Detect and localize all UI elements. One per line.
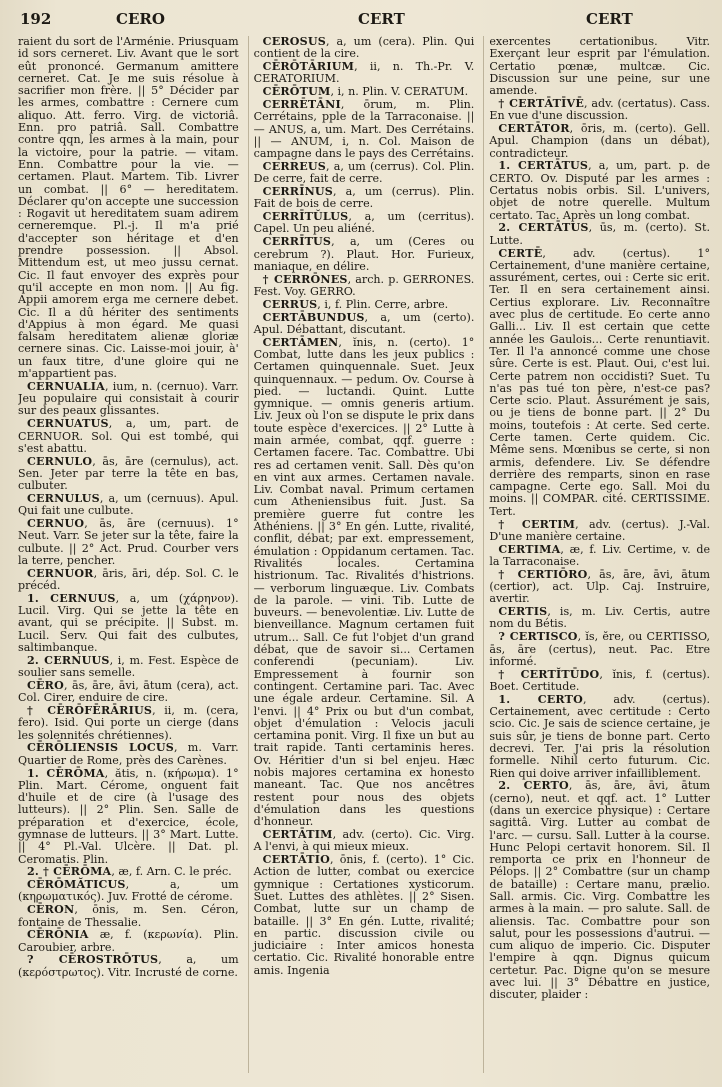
dictionary-entry: ? CERTISCO, ĭs, ĕre, ou CERTISSO, ās, āre (certus), neut. Pac. Etre informé. <box>489 630 711 668</box>
guide-word-center: CERT <box>358 10 405 28</box>
dictionary-entry: CERNUO, ās, āre (cernuus). 1° Neut. Varr. Se jeter sur la tête, faire la culbute. || 2° Act. Prud. Courber vers la terre, pencher. <box>18 517 239 567</box>
headword: CERNUO <box>27 517 85 531</box>
headword: ? CERTISCO <box>498 630 578 644</box>
headword: † CERTIM <box>498 517 576 531</box>
headword: † CERTĀTĪVĒ <box>498 96 584 110</box>
headword: CĒRON <box>27 903 75 917</box>
dictionary-entry: CERREUS, a, um (cerrus). Col. Plin. De cerre, fait de cerre. <box>253 159 475 186</box>
dictionary-entry: † CERTĀTĪVĒ, adv. (certatus). Cass. En vue d'une discussion. <box>489 96 711 123</box>
dictionary-entry: CERRUS, i, f. Plin. Cerre, arbre. <box>262 297 449 311</box>
headword: 2. † CĒRŌMA <box>27 865 112 879</box>
headword: CERNUALIA <box>27 379 105 393</box>
headword: CĒRŌTUM <box>262 85 331 99</box>
dictionary-entry: CERRĒTĀNI, ōrum, m. Plin. Cerrétains, pple de la Tarraconaise. || — ANUS, a, um. Mart. Des Cerrétains. || — ANUM, i, n. Col. Maison de campagne dans le pays des Cerrétains. <box>253 97 475 161</box>
headword: CERNULUS <box>27 491 100 505</box>
headword: 1. CERTO <box>498 692 583 706</box>
guide-word-left: CERO <box>116 10 165 28</box>
dictionary-entry: CĒRŌNIA æ, f. (κερωνία). Plin. Caroubier, arbre. <box>18 928 239 954</box>
dictionary-entry: 1. CERTO, adv. (certus). Certainement, avec certitude : Certo scio. Cic. Je sais de science certaine, je suis sûr, je tiens de bonne part. Certo decrevi. Ter. J'ai pris la résolution formelle. Nihil certo futurum. Cic. Rien qui doive arriver infailliblement. <box>489 692 711 780</box>
headword: † CERTĬTŪDO <box>498 667 600 681</box>
headword: CERTĀTIO <box>262 853 330 867</box>
dictionary-entry: CERTIS, is, m. Liv. Certis, autre nom du Bétis. <box>489 605 711 631</box>
headword: CERTĀBUNDUS <box>262 310 365 324</box>
headword: CERRĪTUS <box>262 235 332 249</box>
dictionary-entry: † CERTIM, adv. (certus). J.-Val. D'une manière certaine. <box>489 517 711 543</box>
headword: 2. CERTĀTUS <box>498 221 589 235</box>
headword: CERRĪTŬLUS <box>262 210 349 224</box>
column-middle <box>248 36 475 1073</box>
dictionary-entry: CĒRŌTĀRIUM, ii, n. Th.-Pr. V. CERATORIUM. <box>253 60 475 86</box>
headword: 1. CERTĀTUS <box>498 159 589 173</box>
headword: 2. CERTO <box>498 779 569 793</box>
headword: CERTĀTOR <box>498 122 570 136</box>
dictionary-entry: CERRĪNUS, a, um (cerrus). Plin. Fait de bois de cerre. <box>253 185 475 211</box>
dictionary-entry: 2. CERNUUS, i, m. Fest. Espèce de soulier sans semelle. <box>18 653 239 680</box>
dictionary-entry: CERNUALIA, ium, n. (cernuo). Varr. Jeu populaire qui consistait à courir sur des peaux glissantes. <box>18 379 239 418</box>
dictionary-entry: † CERRŌNES, arch. p. GERRONES. Fest. Voy. GERRO. <box>253 272 475 298</box>
dictionary-entry: CĒRŌSUS, a, um (cera). Plin. Qui contient de la cire. <box>253 36 475 61</box>
text-columns <box>18 36 710 1073</box>
dictionary-entry: 2. CERTO, ās, āre, āvi, ātum (cerno), neut. et qqf. act. 1° Lutter (dans un exercice physique) : Certare sagittâ. Virg. Lutter au combat de l'arc. — cursu. Sall. Lutter à la course. Hunc Pelopi certavit honorem. Sil. Il remporta ce prix en l'honneur de Pélops. || 2° Combattre (sur un champ de bataille) : Certare manu, prælio. Sall. armis. Cic. Virg. Combattre les armes à la main. — pro salute. Sall. de aliensis. Tac. Combattre pour son salut, pour les possessions d'autrui. — cum aliquo de imperio. Cic. Disputer l'empire à qqn. Dignus quicum certetur. Pac. Digne qu'on se mesure avec lui. || 3° Débattre en justice, discuter, plaider : <box>489 779 711 1002</box>
dictionary-entry: CĒRŌMĂTICUS, a, um (κηρωματικός). Juv. Frotté de cérome. <box>18 878 239 904</box>
headword: CERRĒTĀNI <box>262 97 341 111</box>
dictionary-entry: CERTĀBUNDUS, a, um (certo). Apul. Débattant, discutant. <box>253 310 475 336</box>
dictionary-entry: exercentes certationibus. Vitr. Exerçant leur esprit par l'émulation. Certatio pœnæ, multcæ. Cic. Discussion sur une peine, sur une amende. <box>489 36 711 98</box>
dictionary-entry: CERRĪTŬLUS, a, um (cerritus). Capel. Un peu aliéné. <box>253 210 475 236</box>
dictionary-entry: CERTĀMEN, ĭnis, n. (certo). 1° Combat, lutte dans les jeux publics : Certamen quinquennale. Suet. Jeux quinquennaux. — pedum. Ov. Course à pied. — luctandi. Quint. Lutte gymnique. — omnis generis artium. Liv. Jeux où l'on se dispute le prix dans toute espèce d'exercices. || 2° Lutte à main armée, combat, qqf. guerre : Certamen facere. Tac. Combattre. Ubi res ad certamen venit. Sall. Dès qu'on en vint aux armes. Certamen navale. Liv. Combat naval. Primum certamen cum Atheniensibus fuit. Just. Sa première guerre fut contre les Athéniens. || 3° En gén. Lutte, rivalité, conflit, débat; par ext. empressement, émulation : Oppidanum certamen. Tac. Rivalités locales. Certamina histrionum. Tac. Rivalités d'histrions. — verborum linguæque. Liv. Combats de la parole. — vini. Tib. Lutte de buveurs. — benevolentiæ. Liv. Lutte de bienveillance. Magnum certamen fuit utrum... Sall. Ce fut l'objet d'un grand débat, que de savoir si... Certamen conferendi (pecuniam). Liv. Empressement à fournir son contingent. Certamine pari. Tac. Avec une égale ardeur. Certamine. Sil. A l'envi. || 4° Prix ou but d'un combat, objet d'émulation : Velocis jaculi certamina ponit. Virg. Il fixe un but au trait rapide. Tanti certaminis heres. Ov. Héritier d'un si bel enjeu. Hæc nobis majores certamina ex honesto maneant. Tac. Que nos ancêtres restent pour nous des objets d'émulation dans les questions d'honneur. <box>253 335 475 829</box>
dictionary-entry: CERTIMA, æ, f. Liv. Certime, v. de la Tarraconaise. <box>489 542 711 568</box>
headword: CERNUATUS <box>27 417 109 431</box>
dictionary-entry: CĒRON, ōnis, m. Sen. Céron, fontaine de Thessalie. <box>18 903 239 929</box>
guide-word-right: CERT <box>586 10 633 28</box>
dictionary-entry: CERNUATUS, a, um, part. de CERNUOR. Sol. Qui est tombé, qui s'est abattu. <box>18 417 239 455</box>
headword: CERRĪNUS <box>262 185 334 199</box>
page-header <box>20 10 708 34</box>
headword: CĒRŌSUS <box>262 36 326 48</box>
headword: CĒRO <box>27 678 64 692</box>
page-number: 192 <box>20 10 52 28</box>
headword: CĒRŌTĀRIUM <box>262 60 355 74</box>
headword: CERRUS <box>262 297 318 311</box>
headword: 1. CĒRŌMA <box>27 766 105 780</box>
dictionary-entry: CĒRŌLIENSIS LOCUS, m. Varr. Quartier de Rome, près des Carènes. <box>18 741 239 767</box>
headword: CERNUOR <box>27 566 94 580</box>
headword: CĒRŌLIENSIS LOCUS <box>27 741 174 755</box>
headword: CERTĀTIM <box>262 828 333 841</box>
headword: 1. CERNUUS <box>27 591 116 605</box>
dictionary-entry: 2. CERTĀTUS, ūs, m. (certo). St. Lutte. <box>489 221 711 247</box>
headword: † CERTIŌRO <box>498 567 588 581</box>
headword: CERTIMA <box>498 542 561 556</box>
dictionary-entry: CERNUOR, āris, āri, dép. Sol. C. le précéd. <box>18 566 239 593</box>
dictionary-entry: 1. CERTĀTUS, a, um, part. p. de CERTO. Ov. Disputé par les armes : Certatus nobis orbis. Sil. L'univers, objet de notre querelle. Multum certato. Tac. Après un long combat. <box>489 159 711 222</box>
dictionary-entry: CERTĀTIO, ōnis, f. (certo). 1° Cic. Action de lutter, combat ou exercice gymnique : Certationes xysticorum. Suet. Luttes des athlètes. || 2° Sisen. Combat, lutte sur un champ de bataille. || 3° En gén. Lutte, rivalité; en partic. discussion civile ou judiciaire : Inter amicos honesta certatio. Cic. Rivalité honorable entre amis. Ingenia <box>253 853 475 977</box>
column-left <box>18 36 239 1073</box>
headword: CERTĒ <box>498 246 543 260</box>
headword: † CĒRŌFĒRĀRIUS <box>27 704 153 718</box>
dictionary-entry: 1. CĒRŌMA, ătis, n. (κήρωμα). 1° Plin. Mart. Cérome, onguent fait d'huile et de cire (à l'usage des lutteurs). || 2° Plin. Sen. Salle de préparation et d'exercice, école, gymnase de lutteurs. || 3° Mart. Lutte. || 4° Pl.-Val. Ulcère. || Dat. pl. Ceromatis. Plin. <box>18 766 239 866</box>
dictionary-entry: raient du sort de l'Arménie. Priusquam id sors cerneret. Liv. Avant que le sort eût prononcé. Germanum amittere cerneret. Cat. Je me suis résolue à sacrifier mon frère. || 5° Décider par les armes, combattre : Cernere cum aliquo. Att. ferro. Virg. de victoriâ. Enn. pro patriâ. Sall. Combattre contre qqn, les armes à la main, pour la victoire, pour la patrie. — vitam. Enn. Combattre pour la vie. — certamen. Plaut. Martem. Tib. Livrer un combat. || 6° — hereditatem. Déclarer qu'on accepte une succession : Rogavit ut hereditatem suam adirem cerneremque. Pl.-j. Il m'a prié d'accepter son héritage et d'en prendre possession. || Absol. Mittendum est, ut meo jussu cernat. Cic. Il faut envoyer des exprès pour qu'il accepte en mon nom. || Au fig. Appii amorem erga me cernere debet. Cic. Il a dû hériter des sentiments d'Appius à mon égard. Me quasi falsam hereditatem alienæ gloriæ cernere sinas. Cic. Laisse-moi jouir, à' un faux titre, d'une gloire qui ne m'appartient pas. <box>18 36 239 381</box>
headword: CĒRŌNIA <box>27 928 89 942</box>
dictionary-entry: 1. CERNUUS, a, um (χάρηνον). Lucil. Virg. Qui se jette la tête en avant, qui se précipite. || Subst. m. Lucil. Serv. Qui fait des culbutes, saltimbanque. <box>18 591 239 655</box>
dictionary-entry: ? CĒROSTRŌTUS, a, um (κερόστρωτος). Vitr. Incrusté de corne. <box>18 953 239 979</box>
headword: CERREUS <box>262 159 326 173</box>
headword: CĒRŌMĂTICUS <box>27 878 126 892</box>
dictionary-entry: CERTĀTOR, ōris, m. (certo). Gell. Apul. Champion (dans un débat), contradicteur. <box>489 122 711 160</box>
dictionary-entry: † CERTĬTŪDO, ĭnis, f. (certus). Boet. Certitude. <box>489 667 710 693</box>
headword: CERNULO <box>27 454 93 468</box>
dictionary-entry: CERTĒ, adv. (certus). 1° Certainement, d'une manière certaine, assurément, certes, oui : Certe sic erit. Ter. Il en sera certainement ainsi. Certius explorare. Liv. Reconnaître avec plus de certitude. Eo certe anno Galli... Liv. Il est certain que cette année les Gaulois... Certe renuntiavit. Ter. Il l'a annoncé comme une chose sûre. Certe is est. Plaut. Oui, c'est lui. Certe patrem non occidisti? Suet. Tu n'as pas tué ton père, n'est-ce pas? Certe scio. Plaut. Assurément je sais, ou je tiens de bonne part. || 2° Du moins, toutefois : At certe. Sed certe. Certe tamen. Certe quidem. Cic. Même sens. Mœnibus se certe, si non armis, defendere. Liv. Se défendre derrière des remparts, sinon en rase campagne. Certe ego. Sall. Moi du moins. || COMPAR. cité. CERTISSIME. Tert. <box>489 246 711 518</box>
dictionary-entry: CERNULUS, a, um (cernuus). Apul. Qui fait une culbute. <box>18 491 239 518</box>
dictionary-entry: CERTĀTIM, adv. (certo). Cic. Virg. A l'envi, à qui mieux mieux. <box>253 828 475 854</box>
headword: 2. CERNUUS <box>27 653 110 667</box>
dictionary-entry: CĒRŌTUM, i, n. Plin. V. CERATUM. <box>262 85 469 99</box>
headword: † CERRŌNES <box>262 272 348 286</box>
dictionary-entry: 2. † CĒRŌMA, æ, f. Arn. C. le préc. <box>27 865 232 879</box>
headword: CERTĀMEN <box>262 335 339 349</box>
column-right <box>483 36 710 1073</box>
dictionary-entry: CERNULO, ās, āre (cernulus), act. Sen. Jeter par terre la tête en bas, culbuter. <box>18 454 239 493</box>
headword: ? CĒROSTRŌTUS <box>27 953 159 967</box>
headword: CERTIS <box>498 605 548 619</box>
dictionary-entry: CĒRO, ās, āre, āvi, ātum (cera), act. Col. Cirer, enduire de cire. <box>18 678 239 705</box>
dictionary-entry: CERRĪTUS, a, um (Ceres ou cerebrum ?). Plaut. Hor. Furieux, maniaque, en délire. <box>253 235 475 273</box>
dictionary-entry: † CERTIŌRO, ās, āre, āvi, ātum (certior), act. Ulp. Caj. Instruire, avertir. <box>489 567 711 606</box>
dictionary-entry: † CĒRŌFĒRĀRIUS, ii, m. (cera, fero). Isid. Qui porte un cierge (dans les solennités chrétiennes). <box>18 704 239 742</box>
